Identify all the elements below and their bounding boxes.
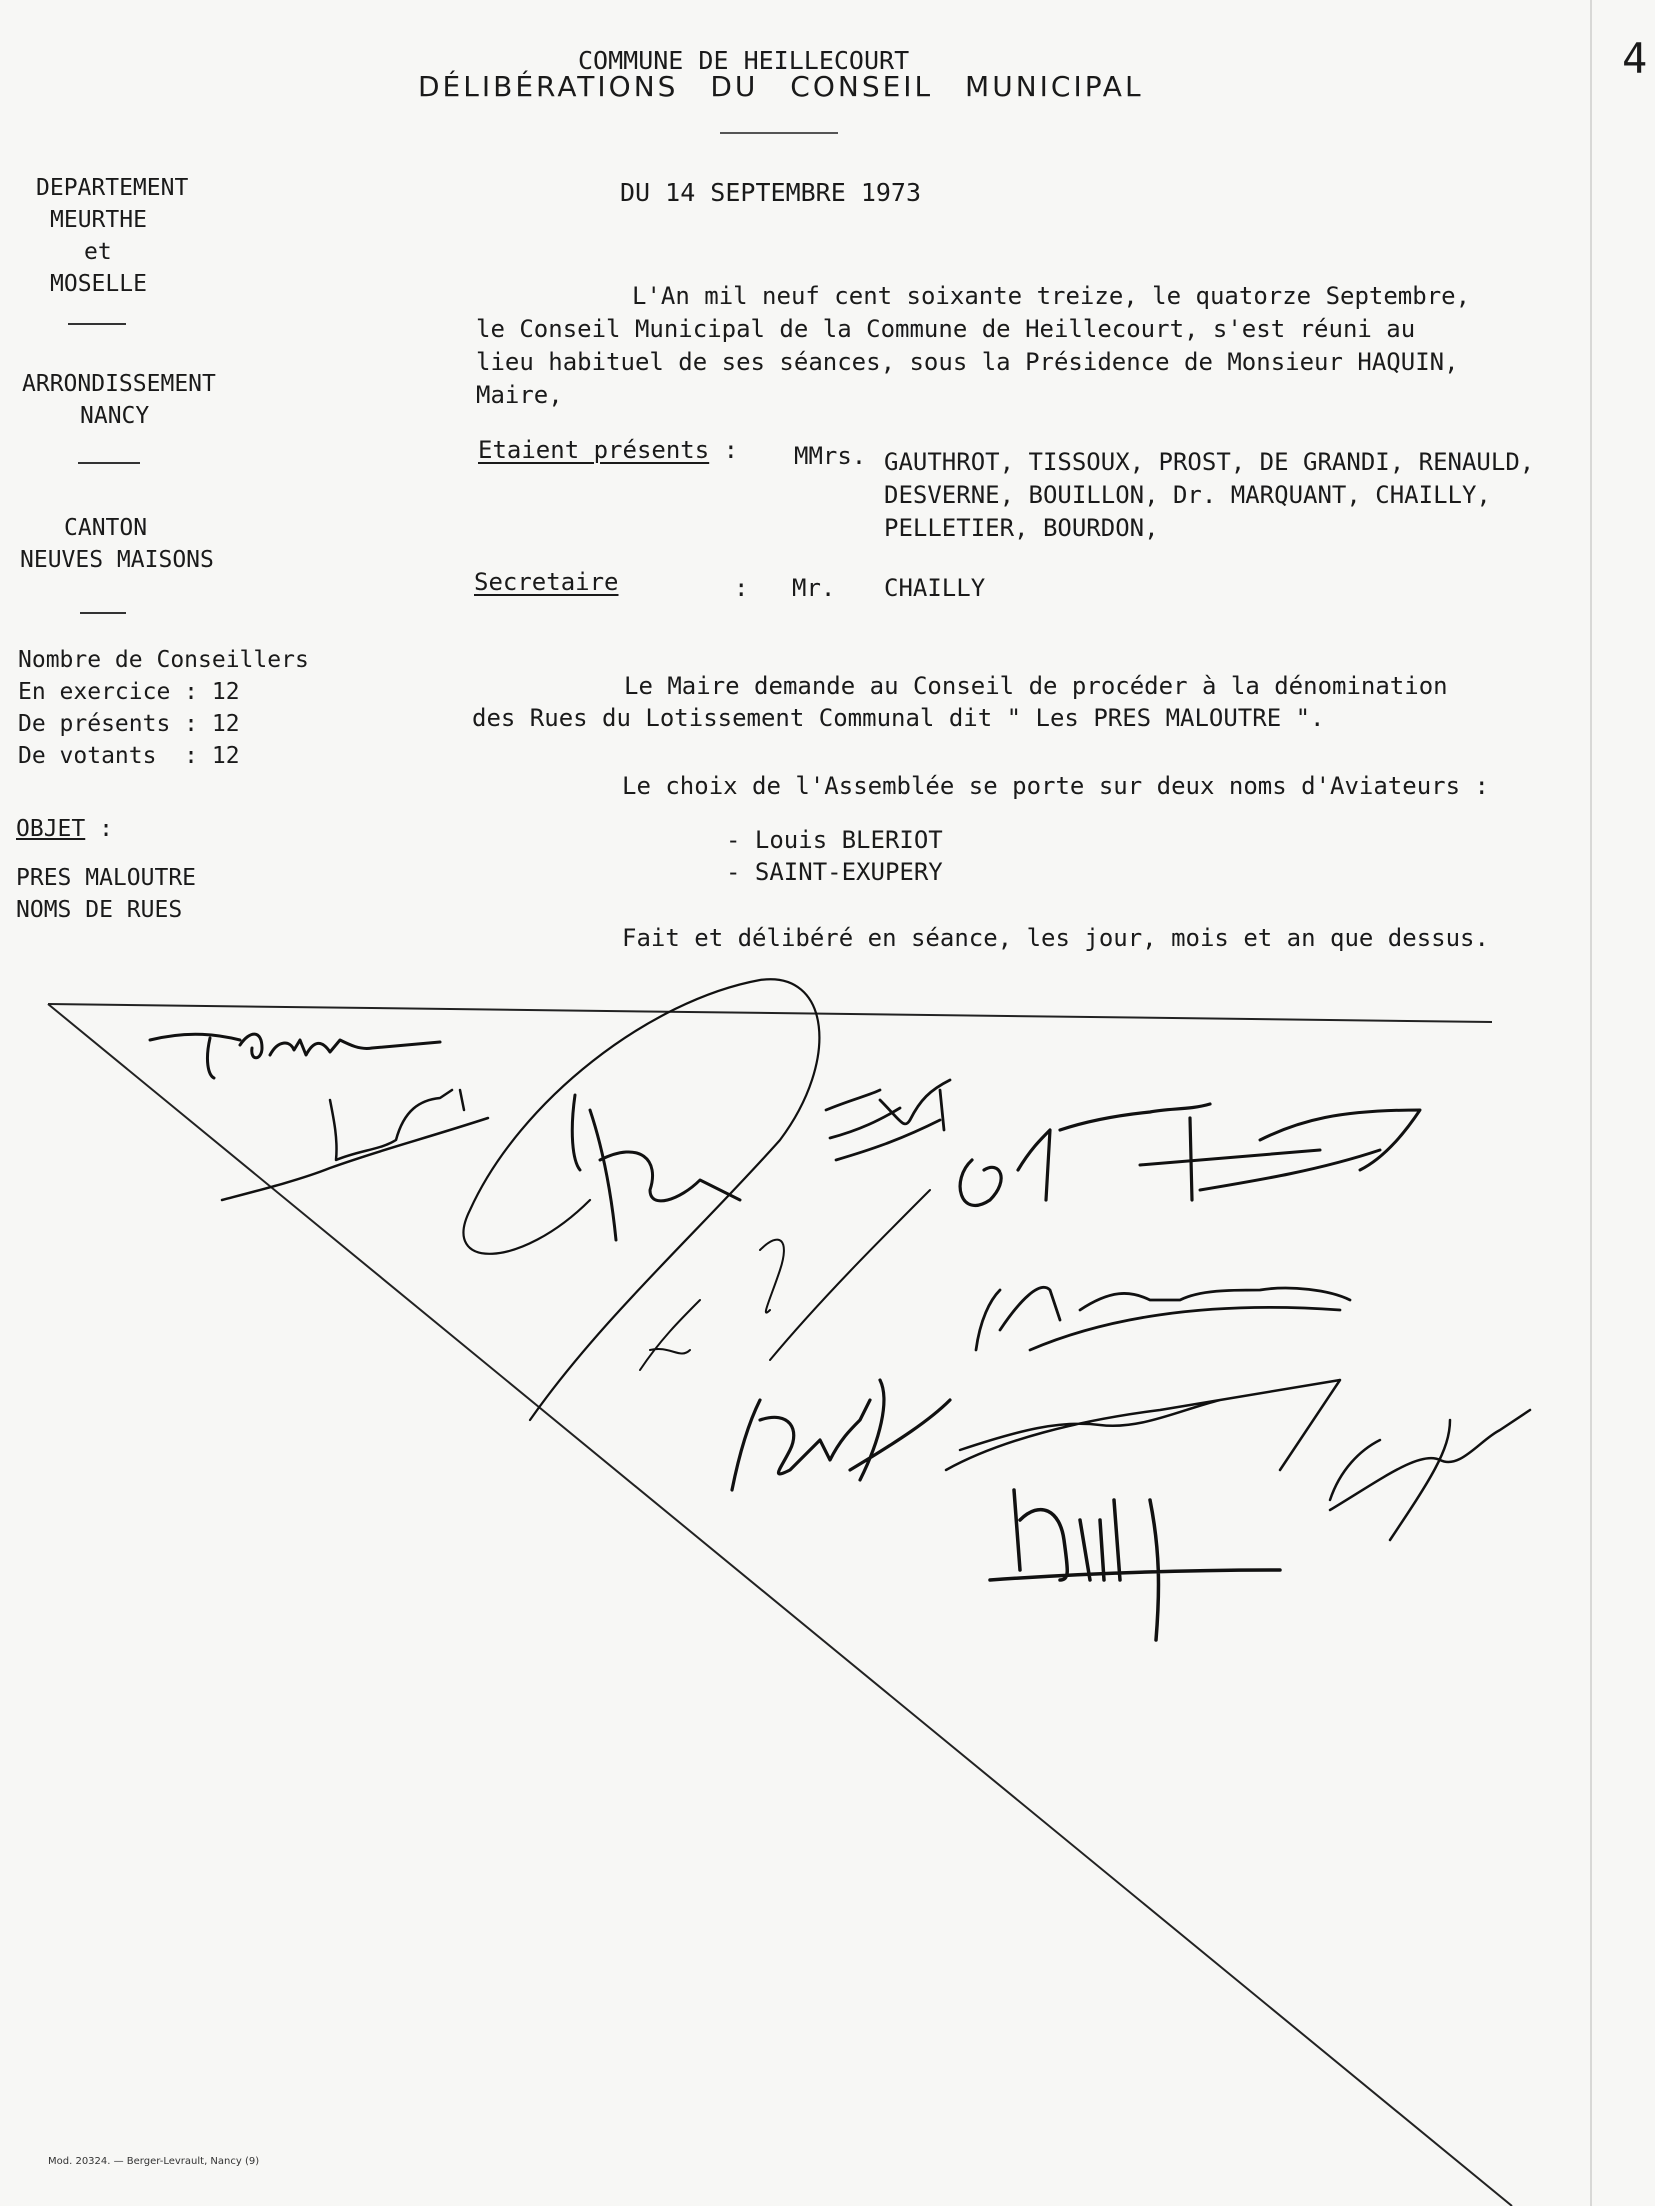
present-title: MMrs.	[794, 442, 867, 470]
margin-line: ARRONDISSEMENT	[22, 371, 216, 397]
margin-line: PRES MALOUTRE	[16, 865, 197, 891]
session-date: DU 14 SEPTEMBRE 1973	[620, 178, 922, 207]
name-item: - Louis BLERIOT	[726, 826, 943, 854]
commune-name: COMMUNE DE HEILLECOURT	[578, 46, 910, 75]
secretary-name: CHAILLY	[884, 574, 986, 602]
text-line: L'An mil neuf cent soixante treize, le quatorze Septembre,	[632, 282, 1471, 310]
text-line: lieu habituel de ses séances, sous la Présidence de Monsieur HAQUIN,	[476, 348, 1459, 376]
signature	[1140, 1110, 1420, 1190]
margin-line: De présents : 12	[18, 711, 240, 737]
signature	[732, 1380, 950, 1490]
signature	[826, 1080, 950, 1160]
signature	[640, 1190, 930, 1370]
signature	[1330, 1410, 1530, 1540]
signature	[976, 1287, 1350, 1350]
signature	[464, 979, 820, 1420]
margin-line: DEPARTEMENT	[36, 175, 189, 201]
page-number: 4	[1622, 34, 1648, 83]
margin-line: Nombre de Conseillers	[18, 647, 309, 673]
present-label-text: Etaient présents	[478, 436, 710, 464]
margin-line: MEURTHE	[50, 207, 147, 233]
margin-line: De votants : 12	[18, 743, 240, 769]
printer-footer: Mod. 20324. — Berger-Levrault, Nancy (9)	[48, 2156, 260, 2167]
margin-line: NEUVES MAISONS	[20, 547, 214, 573]
signature	[572, 1095, 740, 1240]
signature	[946, 1380, 1340, 1470]
secretary-title: Mr.	[792, 574, 836, 602]
text-line: DESVERNE, BOUILLON, Dr. MARQUANT, CHAILLY,	[884, 481, 1491, 509]
text-line: Le Maire demande au Conseil de procéder à la dénomination	[624, 672, 1448, 700]
margin-line: NANCY	[80, 403, 150, 429]
text-line: le Conseil Municipal de la Commune de Heillecourt, s'est réuni au	[476, 315, 1416, 343]
margin-line: NOMS DE RUES	[16, 897, 183, 923]
signatures	[150, 979, 1530, 1640]
margin-line: CANTON	[64, 515, 148, 541]
signature	[222, 1090, 488, 1200]
text-line: des Rues du Lotissement Communal dit " Les PRES MALOUTRE ".	[472, 704, 1325, 732]
text-line: Maire,	[476, 381, 563, 409]
signature	[150, 1034, 440, 1078]
signature	[990, 1490, 1280, 1640]
objet-colon: :	[85, 816, 113, 842]
secretary-colon: :	[734, 574, 749, 602]
margin-line: MOSELLE	[50, 271, 147, 297]
diagonal-strike	[48, 1004, 1512, 2206]
text-line: GAUTHROT, TISSOUX, PROST, DE GRANDI, RENAULD,	[884, 448, 1535, 476]
margin-line: En exercice : 12	[18, 679, 240, 705]
signature	[960, 1104, 1210, 1205]
secretary-label-text: Secretaire	[474, 568, 619, 596]
objet-label-text: OBJET	[16, 816, 86, 842]
present-colon: :	[709, 436, 739, 464]
name-item: - SAINT-EXUPERY	[726, 858, 943, 886]
margin-line: et	[84, 239, 112, 265]
document-title: DÉLIBÉRATIONS DU CONSEIL MUNICIPAL	[418, 70, 1144, 103]
choice-paragraph: Le choix de l'Assemblée se porte sur deux noms d'Aviateurs :	[622, 772, 1489, 800]
text-line: PELLETIER, BOURDON,	[884, 514, 1159, 542]
closing-line: Fait et délibéré en séance, les jour, mois et an que dessus.	[622, 924, 1489, 952]
signature-rule	[48, 1004, 1492, 1022]
